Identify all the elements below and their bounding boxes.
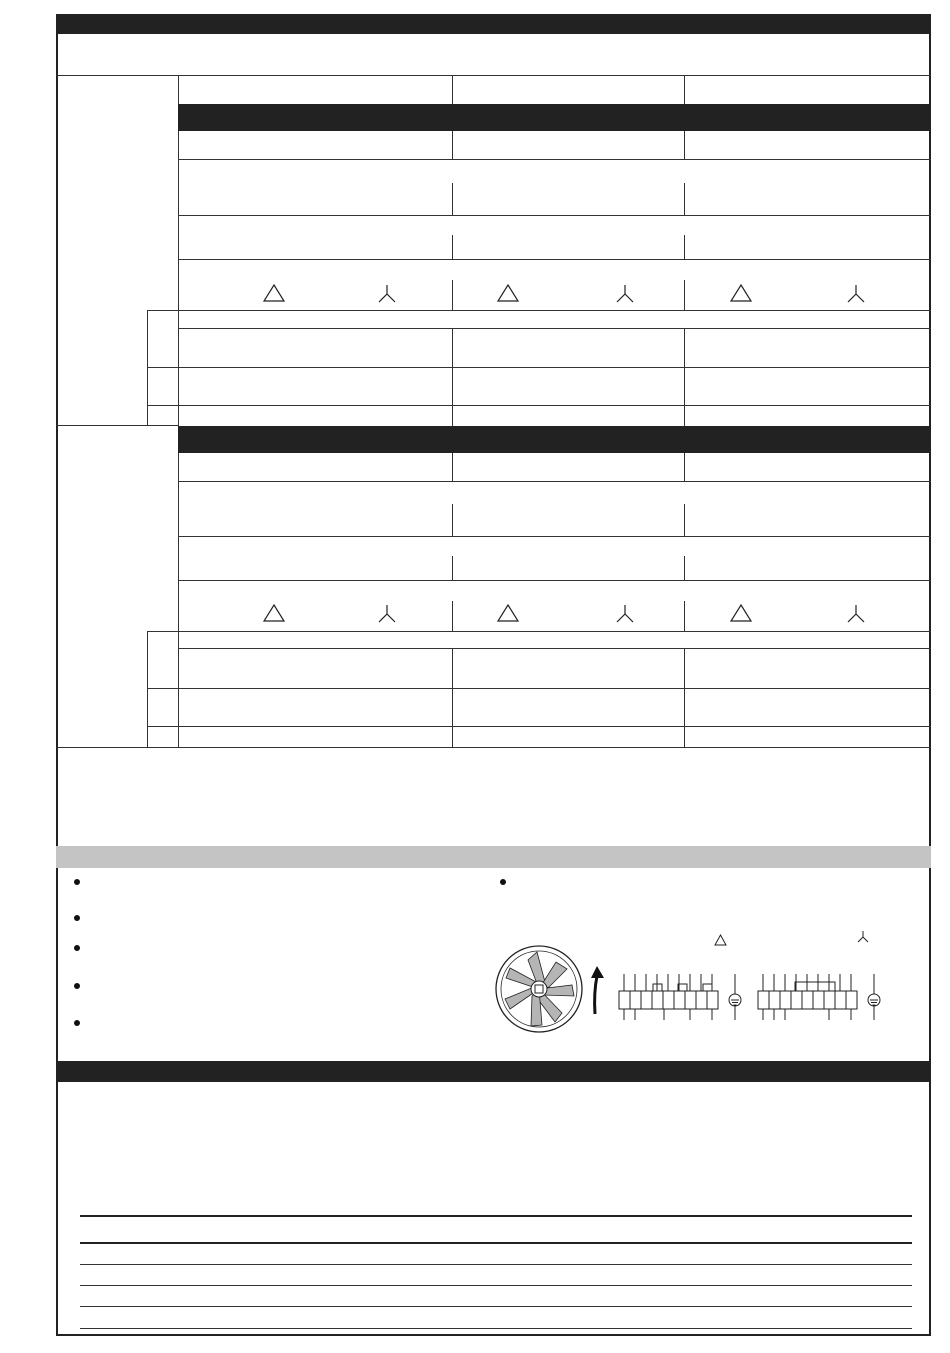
terminal-block-delta xyxy=(618,972,746,1022)
fan-rotation-diagram xyxy=(494,943,584,1035)
delta-icon xyxy=(730,284,752,302)
bullet-point xyxy=(500,879,506,885)
wye-icon xyxy=(857,930,869,943)
bullet-point xyxy=(74,945,80,951)
wye-icon xyxy=(377,603,397,623)
wye-icon xyxy=(377,283,397,303)
table-divider xyxy=(56,425,178,426)
table-1-header-bar xyxy=(178,104,931,131)
page-frame xyxy=(56,14,931,1336)
top-header-bar xyxy=(56,14,931,34)
wye-icon xyxy=(615,603,635,623)
wye-icon xyxy=(846,283,866,303)
table-2-header-bar xyxy=(178,426,931,453)
rotation-arrow-icon xyxy=(586,964,608,1016)
title-divider xyxy=(56,75,931,76)
bullet-point xyxy=(74,983,80,989)
delta-icon xyxy=(497,284,519,302)
terminal-block-star xyxy=(757,972,885,1022)
bullet-point xyxy=(74,1020,80,1026)
delta-icon xyxy=(714,934,727,946)
delta-icon xyxy=(497,604,519,622)
wye-icon xyxy=(846,603,866,623)
table-end-divider xyxy=(56,747,931,748)
delta-icon xyxy=(263,284,285,302)
delta-icon xyxy=(263,604,285,622)
wye-icon xyxy=(615,283,635,303)
bullet-point xyxy=(74,915,80,921)
bottom-header-bar xyxy=(56,1061,931,1082)
bullet-point xyxy=(74,879,80,885)
installation-section-bar xyxy=(56,846,931,868)
delta-icon xyxy=(730,604,752,622)
